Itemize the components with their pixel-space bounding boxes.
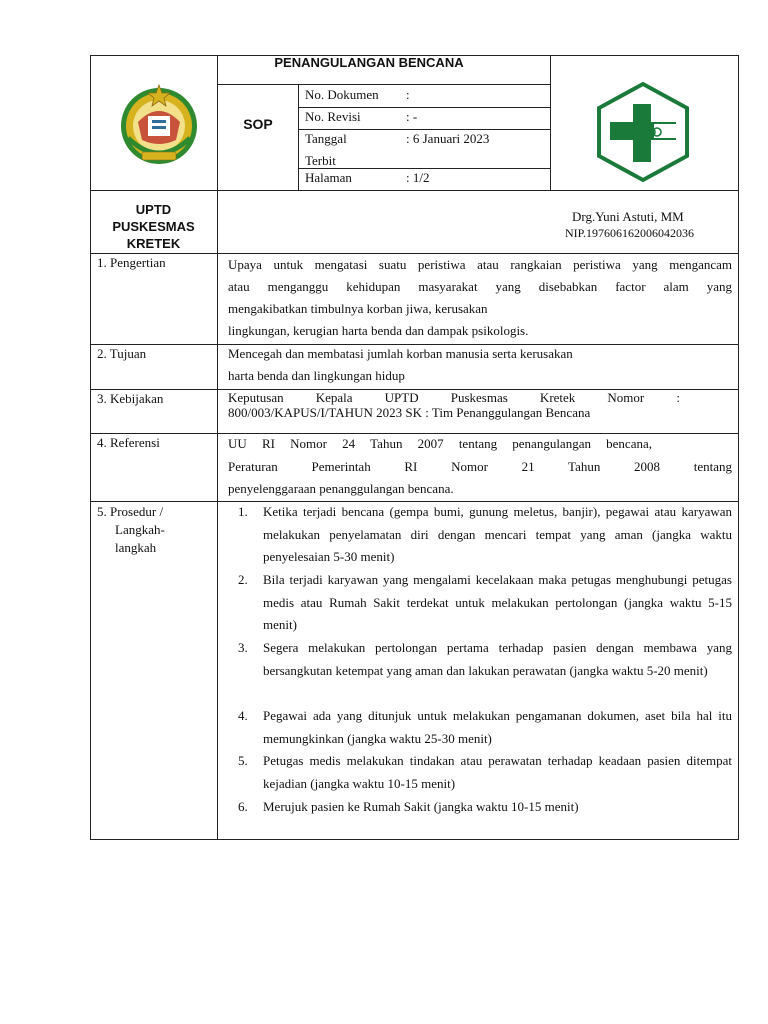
signer-name: Drg.Yuni Astuti, MM [572, 209, 684, 224]
field-tanggal-value: : 6 Januari 2023 [406, 131, 490, 146]
referensi-line-3: penyelenggaraan penanggulangan bencana. [228, 481, 454, 496]
procedure-step [238, 750, 732, 796]
signer-nip: NIP.197606162006042036 [565, 226, 695, 240]
procedure-step [238, 637, 732, 705]
field-halaman-label: Halaman [305, 170, 352, 185]
step-number: 5. [238, 753, 248, 768]
step-number: 4. [238, 708, 248, 723]
field-tanggal-label: Tanggal [305, 131, 347, 146]
kebijakan-line-2: 800/003/KAPUS/I/TAHUN 2023 SK : Tim Penanggulangan Bencana [228, 405, 591, 420]
section-label-referensi: 4. Referensi [97, 435, 160, 450]
tujuan-line-2: harta benda dan lingkungan hidup [228, 368, 405, 383]
field-halaman-value: : 1/2 [406, 170, 430, 185]
section-label-prosedur [97, 501, 165, 559]
pengertian-line-1: Upaya untuk mengatasi suatu peristiwa atau rangkaian peristiwa yang mengancam [228, 257, 732, 272]
referensi-line-2: Peraturan Pemerintah RI Nomor 21 Tahun 2008 tentang [228, 459, 732, 474]
step-number: 6. [238, 799, 248, 814]
procedure-step [238, 569, 732, 637]
field-no-dokumen-value: : [406, 87, 410, 102]
field-no-revisi-label: No. Revisi [305, 109, 361, 124]
procedure-step [238, 705, 732, 751]
step-text: Ketika terjadi bencana (gempa bumi, gunung meletus, banjir), pegawai atau karyawan melakukan penyelamatan diri dengan mencari tempat yang aman (jangka waktu penyelesaian 5-30 menit) [263, 504, 732, 564]
org-line-3: KRETEK [126, 236, 181, 251]
field-no-revisi-value: : - [406, 109, 418, 124]
pengertian-line-2: atau menganggu kehidupan masyarakat yang disebabkan factor alam yang [228, 279, 732, 294]
field-terbit-label: Terbit [305, 153, 336, 168]
section-label-pengertian: 1. Pengertian [97, 255, 166, 270]
org-line-2: PUSKESMAS [112, 219, 195, 234]
org-line-1: UPTD [135, 202, 172, 217]
step-text: Pegawai ada yang ditunjuk untuk melakukan pengamanan dokumen, aset bila hal itu memungkinkan (jangka waktu 25-30 menit) [263, 708, 732, 746]
referensi-line-1: UU RI Nomor 24 Tahun 2007 tentang penangulangan bencana, [228, 436, 652, 451]
step-text: Merujuk pasien ke Rumah Sakit (jangka waktu 10-15 menit) [263, 799, 579, 814]
section-label-tujuan: 2. Tujuan [97, 346, 147, 361]
step-text: Petugas medis melakukan tindakan atau perawatan terhadap keadaan pasien ditempat kejadian (jangka waktu 10-15 menit) [263, 753, 732, 791]
prosedur-label-line-1: 5. Prosedur / [97, 504, 164, 519]
step-text: Segera melakukan pertolongan pertama terhadap pasien dengan membawa yang bersangkutan ketempat yang aman dan lakukan perawatan (jangka waktu 5-20 menit) [263, 640, 732, 678]
pengertian-line-3: mengakibatkan timbulnya korban jiwa, kerusakan [228, 301, 488, 316]
org-name [90, 201, 217, 252]
step-number: 2. [238, 572, 248, 587]
regency-emblem-icon [118, 82, 200, 168]
tujuan-line-1: Mencegah dan membatasi jumlah korban manusia serta kerusakan [228, 346, 573, 361]
step-number: 1. [238, 504, 248, 519]
procedure-step [238, 501, 732, 569]
procedure-step [238, 796, 732, 820]
prosedur-label-line-3: langkah [115, 540, 157, 555]
kebijakan-line-1: Keputusan Kepala UPTD Puskesmas Kretek Nomor : [228, 390, 680, 405]
prosedur-label-line-2: Langkah- [115, 522, 165, 537]
step-number: 3. [238, 640, 248, 655]
step-text: Bila terjadi karyawan yang mengalami kecelakaan maka petugas menghubungi petugas medis atau Rumah Sakit terdekat untuk melakukan pertolongan (jangka waktu 5-15 menit) [263, 572, 732, 632]
field-no-dokumen-label: No. Dokumen [305, 87, 379, 102]
document-title: PENANGULANGAN BENCANA [274, 55, 464, 70]
section-label-kebijakan: 3. Kebijakan [97, 391, 164, 406]
puskesmas-logo-icon [594, 82, 692, 182]
pengertian-line-4: lingkungan, kerugian harta benda dan dampak psikologis. [228, 323, 529, 338]
sop-label: SOP [243, 116, 273, 132]
